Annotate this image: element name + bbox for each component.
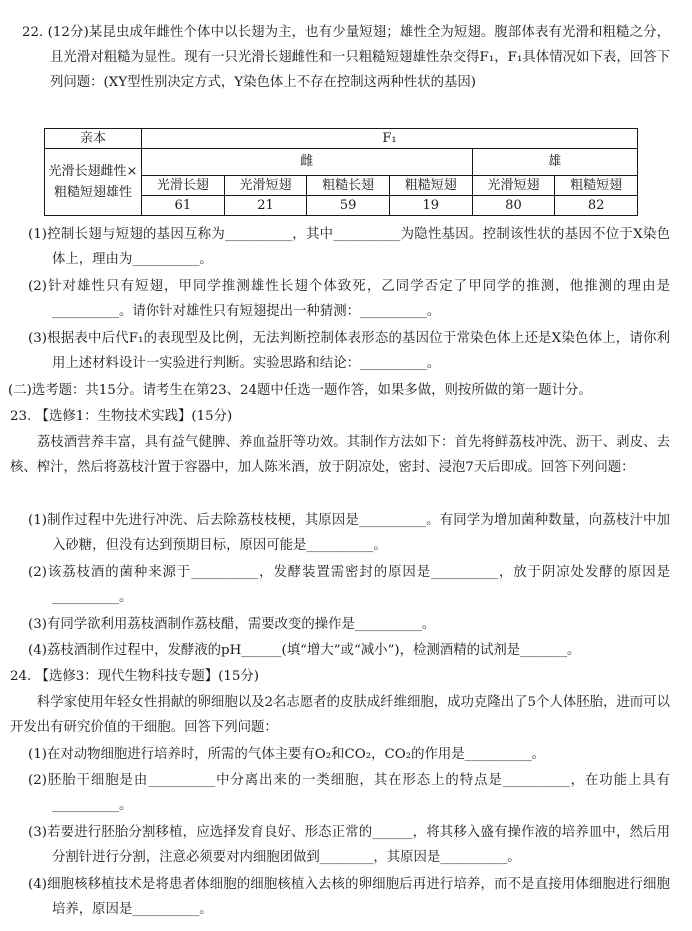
column-header: 粗糙短翅: [555, 176, 638, 196]
q22-intro: 22. (12分)某昆虫成年雌性个体中以长翅为主，也有少量短翅；雄性全为短翅。腹部体表有光滑和粗糙之分，且光滑对粗糙为显性。现有一只光滑长翅雌性和一只粗糙短翅雄性杂交得F₁，F₁具体情况如下表，回答下列问题：(XY型性别决定方式，Y染色体上不存在控制这两种性状的基因): [22, 25, 670, 91]
column-header: 粗糙长翅: [307, 176, 390, 196]
q24-part1: (1)在对动物细胞进行培养时，所需的气体主要有O₂和CO₂，CO₂的作用是__________。: [28, 747, 545, 762]
q23-intro: 荔枝酒营养丰富，具有益气健脾、养血益肝等功效。其制作方法如下：首先将鲜荔枝冲洗、沥干、剥皮、去核、榨汁，然后将荔枝汁置于容器中，加人陈米酒，放于阴凉处，密封、浸泡7天后即成。回答下列问题：: [10, 435, 670, 476]
male-header: 雄: [472, 149, 637, 176]
q22-part2: (2)针对雄性只有短翅，甲同学推测雄性长翅个体致死，乙同学否定了甲同学的推测，他推测的理由是__________。请你针对雄性只有短翅提出一种猜测：__________。: [28, 279, 670, 320]
q23-part4: (4)荔枝酒制作过程中，发酵液的pH______(填“增大”或“减小”)，检测酒精的试剂是_______。: [28, 643, 581, 658]
column-header: 粗糙短翅: [389, 176, 472, 196]
f1-table: [44, 128, 638, 216]
table-cell: 82: [555, 196, 638, 216]
q22-part1: (1)控制长翅与短翅的基因互称为__________，其中__________为隐性基因。控制该性状的基因不位于X染色体上，理由为__________。: [28, 227, 670, 268]
q23-part3: (3)有同学欲利用荔枝酒制作荔枝醋，需要改变的操作是__________。: [28, 617, 436, 632]
cross-label: 光滑长翅雌性×粗糙短翅雄性: [45, 149, 142, 216]
column-header: 光滑短翅: [472, 176, 555, 196]
column-header: 光滑长翅: [142, 176, 225, 196]
q24-title: 24. 【选修3：现代生物科技专题】(15分): [10, 669, 260, 684]
q23-part1: (1)制作过程中先进行冲洗、后去除荔枝枝梗，其原因是__________。有同学为增加菌种数量，向荔枝汁中加入砂糖，但没有达到预期目标，原因可能是__________。: [28, 513, 670, 554]
section-2-heading: (二)选考题：共15分。请考生在第23、24题中任选一题作答，如果多做，则按所做的第一题计分。: [8, 383, 592, 398]
q24-intro: 科学家使用年轻女性捐献的卵细胞以及2名志愿者的皮肤成纤维细胞，成功克隆出了5个人体胚胎，进而可以开发出有研究价值的干细胞。回答下列问题：: [10, 695, 670, 736]
q23-title: 23. 【选修1：生物技术实践】(15分): [10, 409, 233, 424]
table-cell: 80: [472, 196, 555, 216]
table-cell: 61: [142, 196, 225, 216]
table-cell: 59: [307, 196, 390, 216]
column-header: 光滑短翅: [224, 176, 307, 196]
q23-part2: (2)该荔枝酒的菌种来源于__________，发酵装置需密封的原因是__________，放于阴凉处发酵的原因是__________。: [28, 565, 670, 606]
table-cell: 19: [389, 196, 472, 216]
female-header: 雌: [142, 149, 473, 176]
q22-part3: (3)根据表中后代F₁的表现型及比例，无法判断控制体表形态的基因位于常染色体上还是X染色体上，请你利用上述材料设计一实验进行判断。实验思路和结论：__________。: [28, 331, 670, 372]
q24-part2: (2)胚胎干细胞是由__________中分离出来的一类细胞，其在形态上的特点是__________，在功能上具有__________。: [28, 773, 670, 814]
parent-header: 亲本: [45, 129, 142, 149]
q24-part4: (4)细胞核移植技术是将患者体细胞的细胞核植入去核的卵细胞后再进行培养，而不是直接用体细胞进行细胞培养，原因是__________。: [28, 877, 670, 918]
table-cell: 21: [224, 196, 307, 216]
f1-header: F₁: [142, 129, 638, 149]
q24-part3: (3)若要进行胚胎分割移植，应选择发育良好、形态正常的______，将其移入盛有操作液的培养皿中，然后用分割针进行分割，注意必须要对内细胞团做到________，其原因是__________。: [28, 825, 670, 866]
